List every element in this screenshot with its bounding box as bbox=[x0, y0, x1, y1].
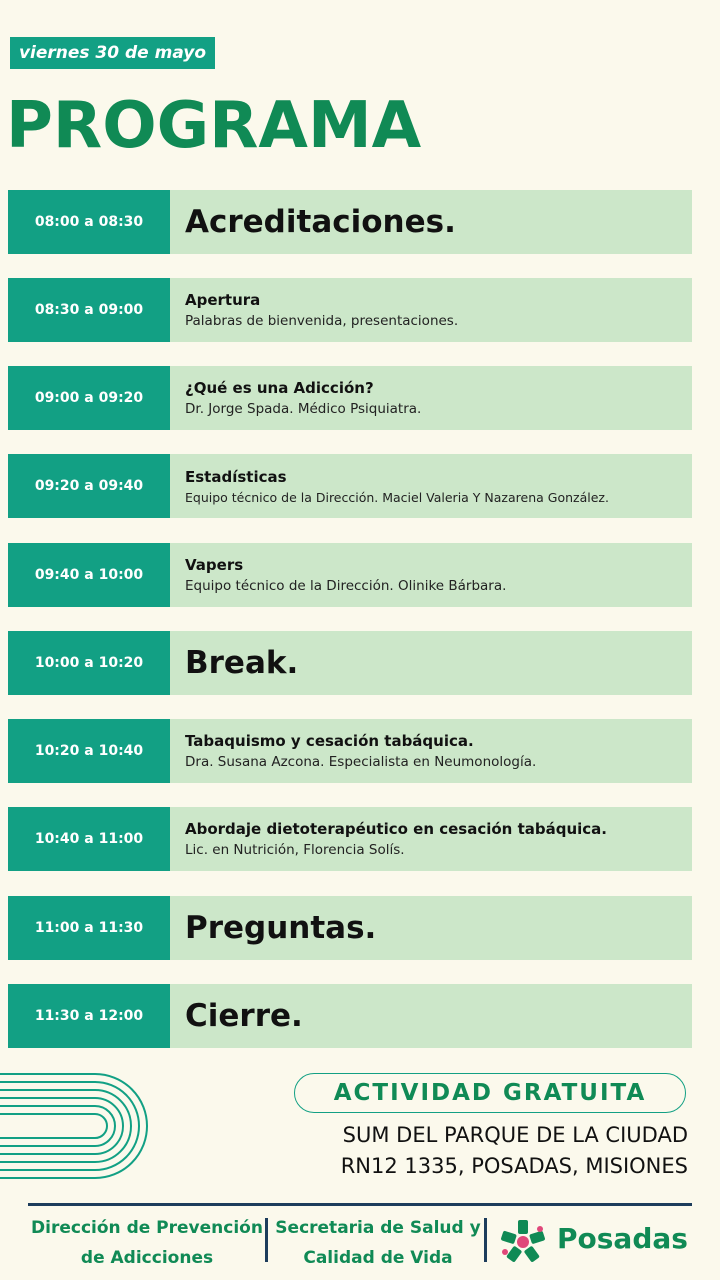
activity-content bbox=[170, 543, 692, 607]
time-slot: 09:40 a 10:00 bbox=[8, 543, 170, 607]
activity-headline: Break. bbox=[185, 645, 299, 681]
schedule-row bbox=[8, 190, 692, 254]
time-slot: 09:00 a 09:20 bbox=[8, 366, 170, 430]
activity-title: ¿Qué es una Adicción? bbox=[185, 379, 374, 397]
activity-description: Dr. Jorge Spada. Médico Psiquiatra. bbox=[185, 401, 422, 417]
activity-description: Lic. en Nutrición, Florencia Solís. bbox=[185, 842, 405, 858]
activity-title: Apertura bbox=[185, 291, 261, 309]
free-activity-badge: ACTIVIDAD GRATUITA bbox=[294, 1073, 686, 1113]
org-health-secretary bbox=[272, 1213, 484, 1273]
schedule-row bbox=[8, 896, 692, 960]
activity-headline: Acreditaciones. bbox=[185, 204, 456, 240]
org-health-line1: Secretaria de Salud y bbox=[275, 1218, 481, 1238]
venue-name: SUM DEL PARQUE DE LA CIUDAD bbox=[342, 1123, 688, 1147]
activity-content bbox=[170, 896, 692, 960]
activity-title: Tabaquismo y cesación tabáquica. bbox=[185, 732, 474, 750]
time-slot: 11:30 a 12:00 bbox=[8, 984, 170, 1048]
decorative-arcs-icon bbox=[0, 1066, 170, 1186]
time-slot: 11:00 a 11:30 bbox=[8, 896, 170, 960]
activity-content bbox=[170, 631, 692, 695]
activity-description: Equipo técnico de la Dirección. Olinike Bárbara. bbox=[185, 578, 507, 594]
activity-content bbox=[170, 719, 692, 783]
activity-content bbox=[170, 807, 692, 871]
schedule-row bbox=[8, 984, 692, 1048]
activity-description: Dra. Susana Azcona. Especialista en Neumonología. bbox=[185, 754, 537, 770]
time-slot: 08:00 a 08:30 bbox=[8, 190, 170, 254]
org-health-line2: Calidad de Vida bbox=[303, 1248, 453, 1268]
activity-headline: Preguntas. bbox=[185, 910, 377, 946]
venue-address: RN12 1335, POSADAS, MISIONES bbox=[340, 1154, 688, 1178]
activity-content bbox=[170, 984, 692, 1048]
footer-separator bbox=[484, 1218, 487, 1262]
posadas-star-logo-icon bbox=[496, 1218, 550, 1266]
page-title: PROGRAMA bbox=[6, 89, 422, 163]
schedule-row bbox=[8, 807, 692, 871]
schedule-row bbox=[8, 543, 692, 607]
activity-content bbox=[170, 190, 692, 254]
time-slot: 10:20 a 10:40 bbox=[8, 719, 170, 783]
footer-divider bbox=[28, 1203, 692, 1206]
schedule-row bbox=[8, 454, 692, 518]
time-slot: 08:30 a 09:00 bbox=[8, 278, 170, 342]
time-slot: 09:20 a 09:40 bbox=[8, 454, 170, 518]
time-slot: 10:00 a 10:20 bbox=[8, 631, 170, 695]
activity-title: Vapers bbox=[185, 556, 244, 574]
schedule-row bbox=[8, 278, 692, 342]
schedule-row bbox=[8, 719, 692, 783]
activity-content bbox=[170, 278, 692, 342]
date-badge: viernes 30 de mayo bbox=[10, 37, 215, 69]
time-slot: 10:40 a 11:00 bbox=[8, 807, 170, 871]
posadas-logo-text: Posadas bbox=[557, 1222, 688, 1255]
activity-title: Estadísticas bbox=[185, 467, 287, 486]
schedule-row bbox=[8, 631, 692, 695]
org-prevention-line1: Dirección de Prevención bbox=[31, 1218, 263, 1238]
schedule-row bbox=[8, 366, 692, 430]
activity-headline: Cierre. bbox=[185, 998, 303, 1034]
activity-description: Equipo técnico de la Dirección. Maciel Valeria Y Nazarena González. bbox=[185, 489, 609, 505]
org-prevention-line2: de Adicciones bbox=[80, 1248, 214, 1268]
activity-title: Abordaje dietoterapéutico en cesación tabáquica. bbox=[185, 820, 608, 838]
activity-content bbox=[170, 454, 692, 518]
activity-content bbox=[170, 366, 692, 430]
activity-description: Palabras de bienvenida, presentaciones. bbox=[185, 313, 459, 329]
org-prevention bbox=[30, 1213, 264, 1273]
footer-separator bbox=[265, 1218, 268, 1262]
